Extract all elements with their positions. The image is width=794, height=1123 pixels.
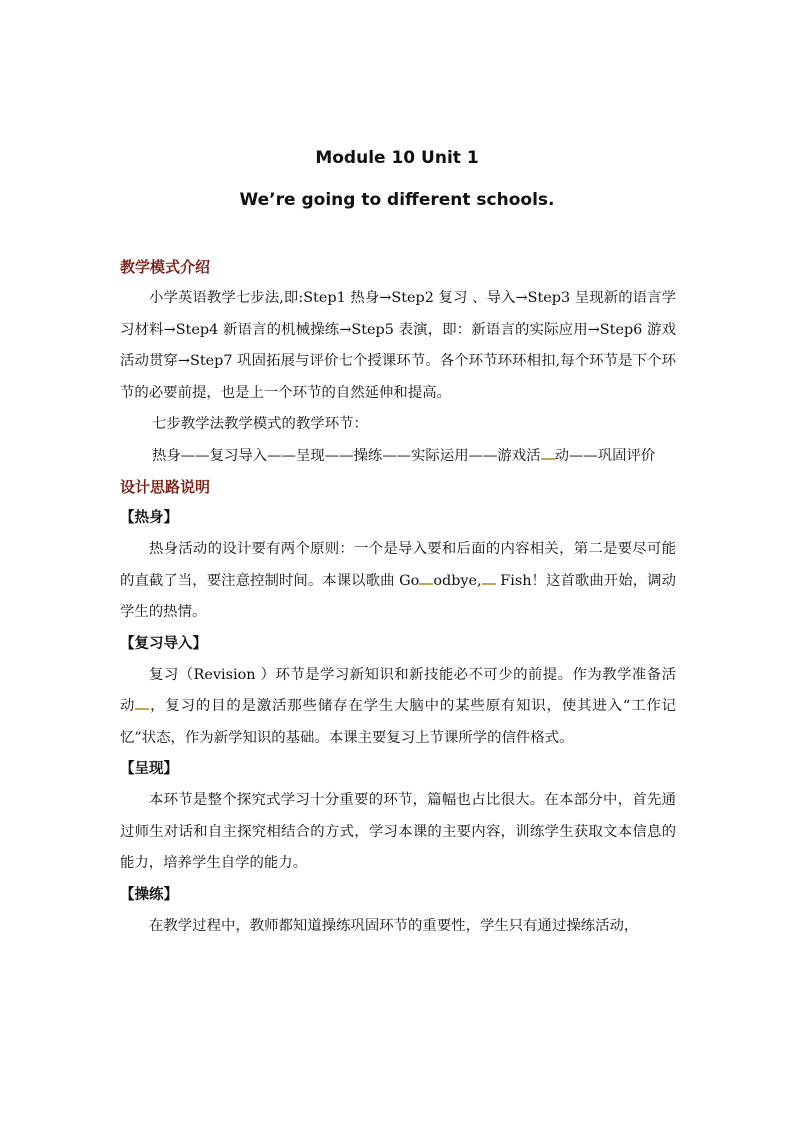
- warmup-text-c: Fish！这首歌曲开始，调动学生的热情。: [120, 572, 676, 620]
- revision-text-b: ，复习的目的是激活那些储存在学生大脑中的某些原有知识，使其进入“工作记忆”状态，作为新学知识的基础。本课主要复习上节课所学的信件格式。: [120, 698, 676, 746]
- document-body: [120, 252, 676, 942]
- revision-text-a: 复习（Revision ）环节是学习新知识和新技能必不可少的前提。作为教学准备活动: [120, 666, 676, 714]
- paragraph-revision: [120, 660, 676, 755]
- steps-list-part-a: 热身——复习导入——呈现——操练——实际运用——游戏活: [152, 447, 541, 464]
- label-warmup: 【热身】: [120, 510, 178, 526]
- paragraph-practice: 在教学过程中，教师都知道操练巩固环节的重要性，学生只有通过操练活动，: [149, 917, 639, 934]
- blank-underline: [541, 457, 555, 460]
- paragraph-presentation: 本环节是整个探究式学习十分重要的环节，篇幅也占比很大。在本部分中，首先通过师生对话和自主探究相结合的方式，学习本课的主要内容，训练学生获取文本信息的能力，培养学生自学的能力。: [120, 792, 676, 871]
- paragraph-steps-intro: 七步教学法教学模式的教学环节：: [152, 416, 368, 432]
- warmup-text-a: 热身活动的设计要有两个原则：一个是导入要和后面的内容相关，第二是要尽可能的直截了当，要注意控制时间。本课以歌曲 Go: [120, 541, 676, 589]
- paragraph-steps-list: [120, 441, 676, 473]
- document-subtitle: We’re going to different schools.: [239, 190, 555, 210]
- blank-underline: [419, 582, 433, 585]
- label-practice: 【操练】: [120, 886, 178, 903]
- blank-underline: [135, 707, 149, 710]
- paragraph-warmup: [120, 534, 676, 629]
- warmup-text-b: odbye,: [433, 572, 482, 589]
- label-presentation: 【呈现】: [120, 761, 178, 777]
- steps-list-part-b: 动——巩固评价: [554, 447, 656, 464]
- section-heading-design: 设计思路说明: [120, 478, 211, 496]
- document-title: Module 10 Unit 1: [315, 148, 479, 168]
- label-revision: 【复习导入】: [120, 635, 207, 652]
- paragraph-seven-steps: 小学英语教学七步法,即:Step1 热身→Step2 复习 、导入→Step3 呈现新的语言学习材料→Step4 新语言的机械操练→Step5 表演，即：新语言的实际应用→Step6 游戏活动贯穿→Step7 巩固拓展与评价七个授课环节。各个环节环环相扣,每个环节是下个环节的必要前提，也是上一个环节的自然延伸和提高。: [120, 290, 676, 401]
- section-heading-teaching-mode: 教学模式介绍: [120, 258, 211, 276]
- blank-underline: [482, 582, 496, 585]
